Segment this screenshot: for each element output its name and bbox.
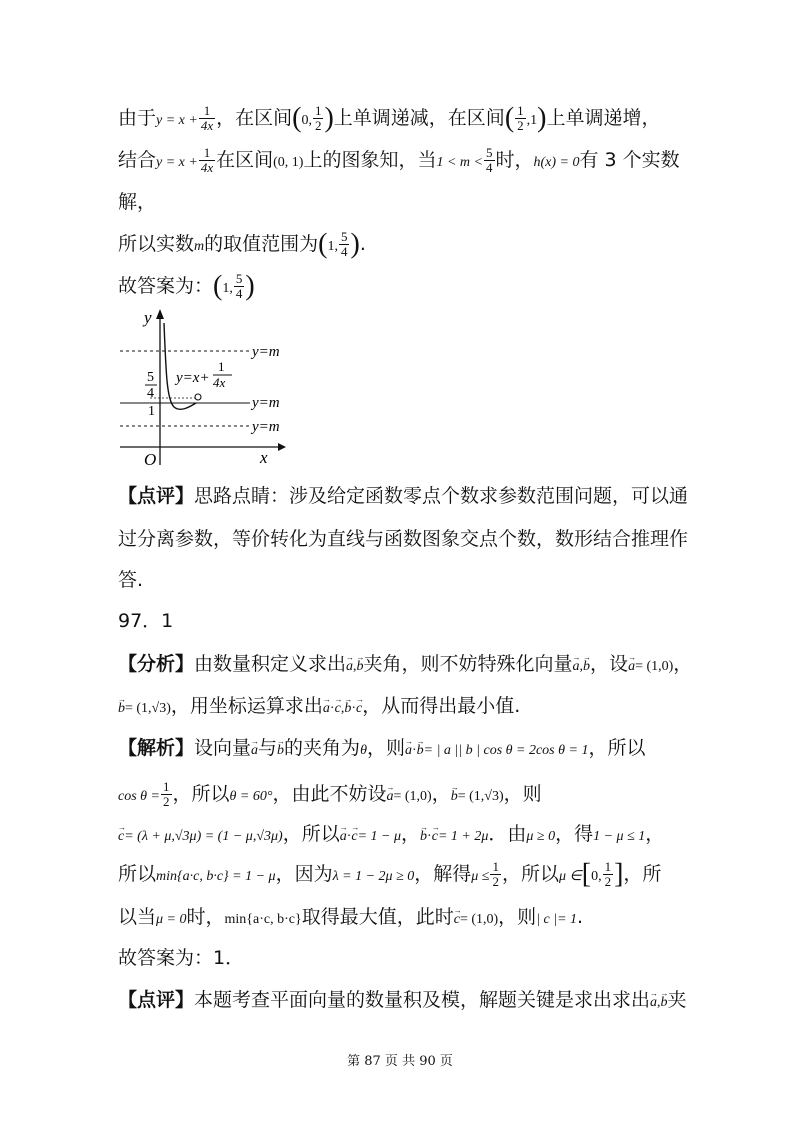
math-expr: 1, bbox=[222, 281, 233, 296]
comment-line-3: 答. bbox=[118, 569, 144, 591]
tick-54-num: 5 bbox=[147, 370, 154, 385]
text-line-5: 故答案为：(1, $\frac{5}{4}$ ) bbox=[118, 270, 255, 302]
math-expr: 0, bbox=[301, 113, 312, 128]
comment-line-2: 过分离参数，等价转化为直线与函数图象交点个数，数形结合推理作 bbox=[118, 528, 689, 550]
math-expr: ,1 bbox=[526, 113, 538, 128]
analysis-line-2: → b= (1,√3)，用坐标运算求出→ a·→ c,→ b·→ c，从而得出最小值. bbox=[118, 692, 688, 723]
fraction: $\frac{5}{4}$ bbox=[486, 145, 493, 175]
text: . bbox=[359, 233, 366, 255]
math-expr: (0, 1) bbox=[273, 155, 304, 170]
math-expr: y = x + bbox=[156, 155, 198, 170]
text: 所以实数 bbox=[118, 233, 195, 255]
tick-54-den: 4 bbox=[147, 386, 154, 401]
solution-line-5: 以当μ = 0时，min{a·c, b·c}取得最大值，此时→ c= (1,0)，则| c |= 1. bbox=[118, 903, 688, 934]
solution-line-3: → c= (λ + μ,√3μ) = (1 − μ,√3μ)，所以→ a·→ c= 1 − μ，→ b·→ c= 1 + 2μ．由μ ≥ 0，得1 − μ ≤ 1， bbox=[118, 820, 688, 851]
line-label-top: y=m bbox=[252, 344, 280, 360]
text: ，在区间 bbox=[216, 107, 293, 129]
line-label-bot: y=m bbox=[252, 419, 280, 435]
question-number: 97．1 bbox=[118, 610, 174, 632]
fraction: $\frac{1}{2}$ bbox=[517, 103, 524, 133]
origin-label: O bbox=[144, 450, 157, 469]
y-axis-label: y bbox=[144, 308, 152, 327]
text: 时， bbox=[495, 149, 534, 171]
text-line-2 bbox=[118, 146, 688, 177]
fraction: $\frac{5}{4}$ bbox=[340, 229, 348, 259]
curve-label: y=x+ bbox=[176, 370, 210, 386]
text-line-4: 所以实数m的取值范围为(1, $\frac{5}{4}$ ). bbox=[118, 228, 366, 260]
comment-tag: 【点评】 bbox=[118, 485, 195, 507]
text: 上单调递增， bbox=[546, 107, 661, 129]
text: 上单调递减，在区间 bbox=[333, 107, 505, 129]
text: 故答案为： bbox=[118, 275, 214, 297]
comment-line-1 bbox=[118, 482, 688, 510]
fraction: $\frac{1}{4x}$ bbox=[200, 103, 214, 133]
math-expr: 1 < m < bbox=[436, 155, 483, 170]
fraction: $\frac{1}{2}$ bbox=[314, 103, 322, 133]
text: 在区间 bbox=[216, 149, 274, 171]
math-expr: y = x + bbox=[156, 113, 198, 128]
text: 由于 bbox=[118, 107, 157, 129]
text: 结合 bbox=[118, 149, 157, 171]
function-curve bbox=[164, 323, 196, 409]
tick-1: 1 bbox=[148, 404, 155, 419]
y-axis-arrow bbox=[156, 309, 164, 319]
fraction: $\frac{1}{4x}$ bbox=[200, 145, 214, 175]
line-label-mid: y=m bbox=[252, 395, 280, 411]
x-axis-arrow bbox=[278, 443, 286, 451]
curve-frac-den: 4x bbox=[213, 375, 226, 390]
math-expr: 1, bbox=[327, 239, 338, 254]
text-line-1: 由于y = x + $\frac{1}{4x}$ ，在区间(0, $\frac{1}{2}$ )上单调递减，在区间( $\frac{1}{2}$ ,1)上单调递增， bbox=[118, 102, 661, 134]
text: 思路点睛：涉及给定函数零点个数求参数范围问题，可以通 bbox=[194, 485, 689, 507]
math-expr: h(x) = 0 bbox=[533, 155, 580, 170]
text: 上的图象知，当 bbox=[303, 149, 437, 171]
curve-frac-num: 1 bbox=[218, 359, 225, 374]
solution-line-1: 【解析】设向量→ a与→ b的夹角为θ，则→ a·→ b= | a || b | cos θ = 2cos θ = 1，所以 bbox=[118, 734, 688, 765]
answer-line: 故答案为：1． bbox=[118, 947, 245, 969]
x-axis-label: x bbox=[260, 448, 268, 467]
math-var: m bbox=[194, 239, 205, 254]
text: 有 3 个实数 bbox=[579, 149, 680, 171]
function-graph-figure bbox=[110, 305, 310, 470]
solution-line-4: 所以min{a·c, b·c} = 1 − μ，因为λ = 1 − 2μ ≥ 0，解得μ ≤ $\frac{1}{2}$ ，所以μ ∈[0, $\frac{1}{2}$ ]，所 bbox=[118, 858, 662, 890]
analysis-line-1: 【分析】由数量积定义求出→ a,→ b夹角，则不妨特殊化向量→ a,→ b，设→ a= (1,0)， bbox=[118, 650, 688, 681]
page-footer: 第 87 页 共 90 页 bbox=[347, 1054, 453, 1069]
fraction: $\frac{5}{4}$ bbox=[235, 271, 243, 301]
text: 的取值范围为 bbox=[204, 233, 319, 255]
open-endpoint bbox=[195, 394, 201, 400]
comment2-line: 【点评】本题考查平面向量的数量积及模，解题关键是求出求出→ a,→ b夹 bbox=[118, 986, 688, 1017]
solution-line-2: cos θ = $\frac{1}{2}$ ，所以θ = 60°，由此不妨设→ a= (1,0)，→ b= (1,√3)，则 bbox=[118, 780, 688, 811]
text-line-3: 解， bbox=[118, 191, 157, 213]
